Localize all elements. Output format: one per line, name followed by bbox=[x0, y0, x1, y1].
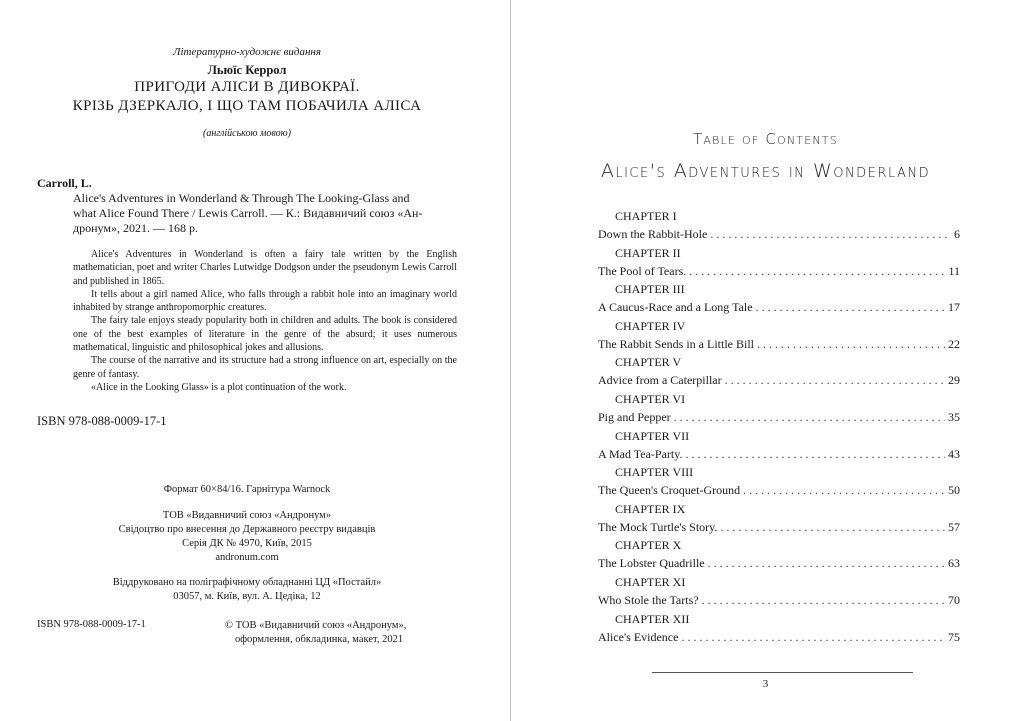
publisher-name: ТОВ «Видавничий союз «Андронум» bbox=[162, 510, 332, 521]
annotation-paragraph: The course of the narrative and its structure had a strong influence on art, especially on the genre of fantasy. bbox=[73, 355, 457, 380]
chapter-page: 63 bbox=[948, 556, 960, 571]
toc-entry[interactable] bbox=[598, 573, 960, 610]
chapter-label: CHAPTER II bbox=[615, 245, 681, 260]
toc-entry[interactable] bbox=[598, 500, 960, 537]
printer-address: 03057, м. Київ, вул. А. Цедіка, 12 bbox=[173, 591, 321, 602]
dot-leader bbox=[685, 445, 945, 464]
chapter-title: A Caucus-Race and a Long Tale bbox=[598, 300, 753, 315]
catalog-heading: Carroll, L. bbox=[37, 176, 92, 190]
chapter-label: CHAPTER VII bbox=[615, 428, 690, 443]
annotation-paragraph: Alice's Adventures in Wonderland is often a fairy tale written by the English mathematician, poet and writer Charles Lutwidge Dodgson under the pseudonym Lewis Carroll and published in 1865. bbox=[73, 249, 457, 287]
dot-leader bbox=[720, 518, 945, 537]
chapter-title: The Pool of Tears. bbox=[598, 263, 687, 278]
dot-leader bbox=[681, 628, 945, 647]
toc-entry[interactable] bbox=[598, 244, 960, 281]
contents-page bbox=[511, 0, 1020, 721]
chapter-page: 22 bbox=[948, 336, 960, 351]
dot-leader bbox=[689, 262, 945, 281]
chapter-title: The Rabbit Sends in a Little Bill bbox=[598, 336, 754, 351]
chapter-label: CHAPTER XII bbox=[615, 611, 690, 626]
annotation bbox=[73, 248, 457, 394]
chapter-page: 43 bbox=[948, 446, 960, 461]
author-name: Льюїс Керрол bbox=[207, 63, 287, 77]
chapter-label: CHAPTER IV bbox=[615, 318, 686, 333]
chapter-page: 35 bbox=[948, 409, 960, 424]
toc-entry[interactable] bbox=[598, 390, 960, 427]
chapter-label: CHAPTER I bbox=[615, 209, 677, 223]
copyright bbox=[225, 619, 455, 647]
toc-entry[interactable] bbox=[598, 463, 960, 500]
dot-leader bbox=[743, 481, 945, 500]
catalog-entry bbox=[37, 176, 447, 236]
chapter-page: 17 bbox=[948, 300, 960, 315]
toc-entry[interactable] bbox=[598, 280, 960, 317]
chapter-label: CHAPTER VI bbox=[615, 391, 686, 406]
chapter-page: 11 bbox=[948, 263, 960, 278]
catalog-line: what Alice Found There / Lewis Carroll. — К.: Видавничий союз «Ан- bbox=[73, 206, 423, 220]
chapter-label: CHAPTER III bbox=[615, 282, 685, 297]
footer-rule bbox=[652, 672, 913, 673]
dot-leader bbox=[725, 371, 945, 390]
chapter-label: CHAPTER IX bbox=[615, 501, 686, 516]
chapter-page: 50 bbox=[948, 483, 960, 498]
isbn-bottom: ISBN 978-088-0009-17-1 bbox=[37, 619, 146, 630]
chapter-title: The Lobster Quadrille bbox=[598, 556, 705, 571]
copyright-line: оформлення, обкладинка, макет, 2021 bbox=[235, 634, 404, 645]
toc-entry[interactable] bbox=[598, 536, 960, 573]
toc-heading: Table of Contents bbox=[693, 130, 838, 148]
chapter-page: 29 bbox=[948, 373, 960, 388]
chapter-page: 6 bbox=[954, 227, 960, 241]
toc-entry[interactable] bbox=[598, 353, 960, 390]
publisher-series: Серія ДК № 4970, Київ, 2015 bbox=[182, 538, 312, 549]
book-title-line-2: КРІЗЬ ДЗЕРКАЛО, І ЩО ТАМ ПОБАЧИЛА АЛІСА bbox=[72, 98, 422, 114]
chapter-label: CHAPTER V bbox=[615, 355, 682, 370]
dot-leader bbox=[708, 554, 945, 573]
chapter-page: 70 bbox=[948, 592, 960, 607]
toc-entry[interactable] bbox=[598, 207, 960, 244]
chapter-title: Down the Rabbit-Hole bbox=[598, 227, 708, 241]
copyright-line: © ТОВ «Видавничий союз «Андронум», bbox=[225, 620, 407, 631]
printing-info bbox=[0, 576, 494, 604]
publisher-website: andronum.com bbox=[215, 552, 279, 563]
chapter-title: Pig and Pepper bbox=[598, 409, 671, 424]
catalog-line: Alice's Adventures in Wonderland & Through The Looking-Glass and bbox=[73, 191, 410, 205]
publisher-info bbox=[0, 509, 494, 565]
dot-leader bbox=[674, 408, 945, 427]
edition-type: Літературно-художнє видання bbox=[173, 46, 321, 58]
chapter-title: The Mock Turtle's Story. bbox=[598, 519, 718, 534]
toc-entry[interactable] bbox=[598, 427, 960, 464]
chapter-page: 75 bbox=[948, 629, 960, 644]
catalog-body bbox=[37, 191, 447, 236]
dot-leader bbox=[710, 225, 951, 244]
language-note: (англійською мовою) bbox=[202, 128, 291, 139]
page-number: 3 bbox=[762, 678, 769, 690]
chapter-title: Who Stole the Tarts? bbox=[598, 592, 699, 607]
table-of-contents bbox=[598, 207, 960, 646]
chapter-title: Advice from a Caterpillar bbox=[598, 373, 722, 388]
chapter-label: CHAPTER X bbox=[615, 538, 682, 553]
printed-at: Віддруковано на поліграфічному обладнанні ЦД «Постайл» bbox=[112, 577, 382, 588]
annotation-paragraph: The fairy tale enjoys steady popularity both in children and adults. The book is considered one of the best examples of literature in the genre of the absurd; it uses numerous mathematical, linguistic and philosophical jokes and allusions. bbox=[73, 315, 457, 354]
annotation-paragraph: «Alice in the Looking Glass» is a plot continuation of the work. bbox=[91, 381, 347, 393]
chapter-title: Alice's Evidence bbox=[598, 629, 679, 644]
dot-leader bbox=[756, 298, 945, 317]
chapter-label: CHAPTER XI bbox=[615, 574, 686, 589]
dot-leader bbox=[702, 591, 945, 610]
chapter-title: The Queen's Croquet-Ground bbox=[598, 483, 741, 498]
catalog-line: дронум», 2021. — 168 р. bbox=[73, 221, 198, 235]
annotation-paragraph: It tells about a girl named Alice, who falls through a rabbit hole into an imaginary world inhabited by strange anthropomorphic creatures. bbox=[73, 288, 457, 314]
chapter-title: A Mad Tea-Party. bbox=[598, 446, 683, 461]
dot-leader bbox=[757, 335, 945, 354]
format-info: Формат 60×84/16. Гарнітура Warnock bbox=[163, 484, 331, 495]
book-title: Alice's Adventures in Wonderland bbox=[600, 160, 931, 182]
chapter-page: 57 bbox=[948, 519, 960, 534]
publisher-certificate: Свідоцтво про внесення до Державного реєстру видавців bbox=[118, 524, 376, 535]
toc-entry[interactable] bbox=[598, 317, 960, 354]
toc-entry[interactable] bbox=[598, 610, 960, 647]
chapter-label: CHAPTER VIII bbox=[615, 465, 694, 480]
book-title-line-1: ПРИГОДИ АЛІСИ В ДИВОКРАЇ. bbox=[134, 79, 360, 95]
isbn: ISBN 978-088-0009-17-1 bbox=[37, 414, 167, 428]
